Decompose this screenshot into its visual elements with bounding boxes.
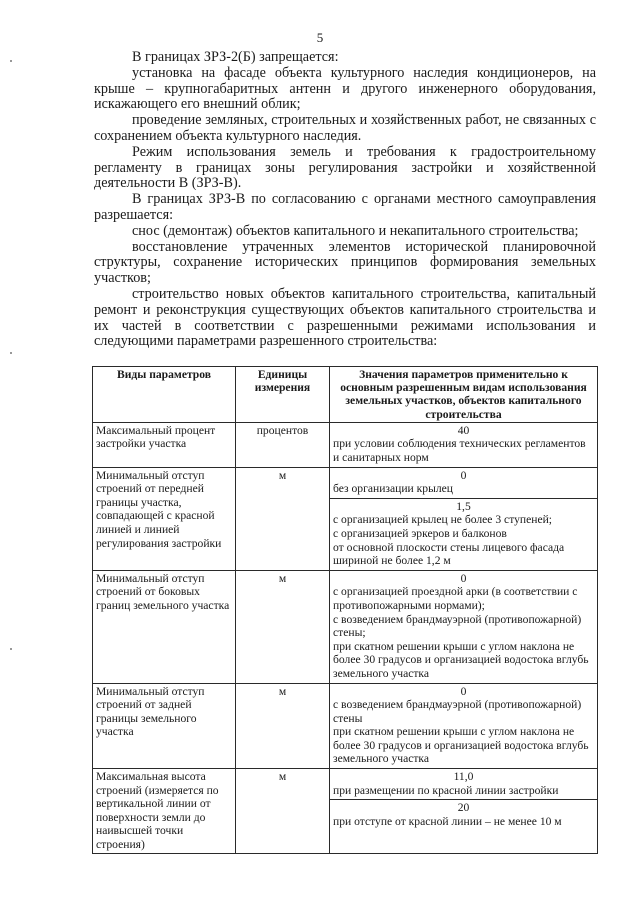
value-condition: при отступе от красной линии – не менее 10 м <box>333 814 562 828</box>
paragraph: проведение земляных, строительных и хозяйственных работ, не связанных с сохранением объекта культурного наследия. <box>94 112 596 144</box>
value-condition: при размещении по красной линии застройки <box>333 783 559 797</box>
value-number: 1,5 <box>456 499 471 513</box>
value-condition: без организации крылец <box>333 482 454 496</box>
unit-cell: м <box>236 769 330 854</box>
parameters-table <box>92 366 598 854</box>
page-number: 5 <box>316 30 324 45</box>
header-parameter-values: Значения параметров применительно к основным разрешенным видам использования земельных участков, объектов капитального строительства <box>330 367 598 423</box>
value-cell <box>330 422 598 467</box>
value-block <box>330 423 597 467</box>
table-body <box>93 422 598 853</box>
table-header-row <box>93 367 598 423</box>
value-condition: с возведением брандмауэрной (противопожарной) стены; <box>333 612 582 640</box>
value-cell <box>330 570 598 683</box>
table-row <box>93 467 598 570</box>
unit-cell: м <box>236 467 330 570</box>
value-block <box>330 571 597 683</box>
parameter-cell: Минимальный отступ строений от задней границы земельного участка <box>93 683 236 769</box>
table-row <box>93 570 598 683</box>
value-condition: при скатном решении крыши с углом наклона не более 30 градусов и организацией водостока вглубь земельного участка <box>333 725 589 766</box>
table-row <box>93 769 598 854</box>
unit-cell: м <box>236 683 330 769</box>
value-condition: с возведением брандмауэрной (противопожарной) стены <box>333 698 582 725</box>
value-number: 40 <box>457 423 470 437</box>
value-block <box>330 468 597 498</box>
value-condition: с организацией проездной арки (в соответствии с противопожарными нормами); <box>333 585 578 612</box>
value-block <box>330 684 597 769</box>
scan-mark <box>10 60 12 62</box>
value-block <box>330 769 597 799</box>
paragraph: В границах ЗРЗ-2(Б) запрещается: <box>132 49 339 65</box>
paragraph: строительство новых объектов капитального строительства, капитальный ремонт и реконструкция существующих объектов капитального строительства и их частей в соответствии с разрешенными режимами использования и следующими параметрами разрешенного строительства: <box>94 285 596 350</box>
value-condition: с организацией эркеров и балконов <box>333 526 507 540</box>
value-condition: при скатном решении крыши с углом наклона не более 30 градусов и организацией водостока вглубь земельного участка <box>333 639 589 680</box>
header-parameter-types: Виды параметров <box>93 367 236 423</box>
scan-mark <box>10 648 12 650</box>
value-cell <box>330 467 598 570</box>
value-cell <box>330 683 598 769</box>
table-row <box>93 683 598 769</box>
value-number: 20 <box>457 801 470 815</box>
parameter-cell: Максимальная высота строений (измеряется по вертикальной линии от поверхности земли до наивысшей точки строения) <box>93 769 236 854</box>
paragraph: установка на фасаде объекта культурного наследия кондиционеров, на крыше – крупногабаритных антенн и другого инженерного оборудования, искажающего его внешний облик; <box>94 64 596 113</box>
table-row <box>93 422 598 467</box>
paragraph: Режим использования земель и требования к градостроительному регламенту в границах зоны регулирования застройки и хозяйственной деятельности В (ЗРЗ-В). <box>94 143 596 192</box>
value-number: 11,0 <box>453 770 474 784</box>
value-number: 0 <box>460 571 467 585</box>
value-condition: от основной плоскости стены лицевого фасада шириной не более 1,2 м <box>333 540 565 568</box>
value-number: 0 <box>460 684 467 698</box>
value-block <box>330 498 597 570</box>
paragraph: В границах ЗРЗ-В по согласованию с органами местного самоуправления разрешается: <box>94 191 596 223</box>
value-condition: при условии соблюдения технических регламентов и санитарных норм <box>333 437 586 464</box>
paragraph: снос (демонтаж) объектов капитального и некапитального строительства; <box>132 222 579 239</box>
scan-mark <box>10 352 12 354</box>
header-units: Единицы измерения <box>236 367 330 423</box>
value-block <box>330 799 597 830</box>
unit-cell: м <box>236 570 330 683</box>
parameter-cell: Минимальный отступ строений от передней границы участка, совпадающей с красной линией и линией регулирования застройки <box>93 467 236 570</box>
value-cell <box>330 769 598 854</box>
parameter-cell: Минимальный отступ строений от боковых границ земельного участка <box>93 570 236 683</box>
value-number: 0 <box>460 468 467 482</box>
body-text <box>94 50 596 350</box>
value-condition: с организацией крылец не более 3 ступеней; <box>333 513 553 527</box>
parameter-cell: Максимальный процент застройки участка <box>93 422 236 467</box>
unit-cell: процентов <box>236 422 330 467</box>
paragraph: восстановление утраченных элементов исторической планировочной структуры, сохранение исторических принципов формирования земельных участков; <box>94 238 596 287</box>
